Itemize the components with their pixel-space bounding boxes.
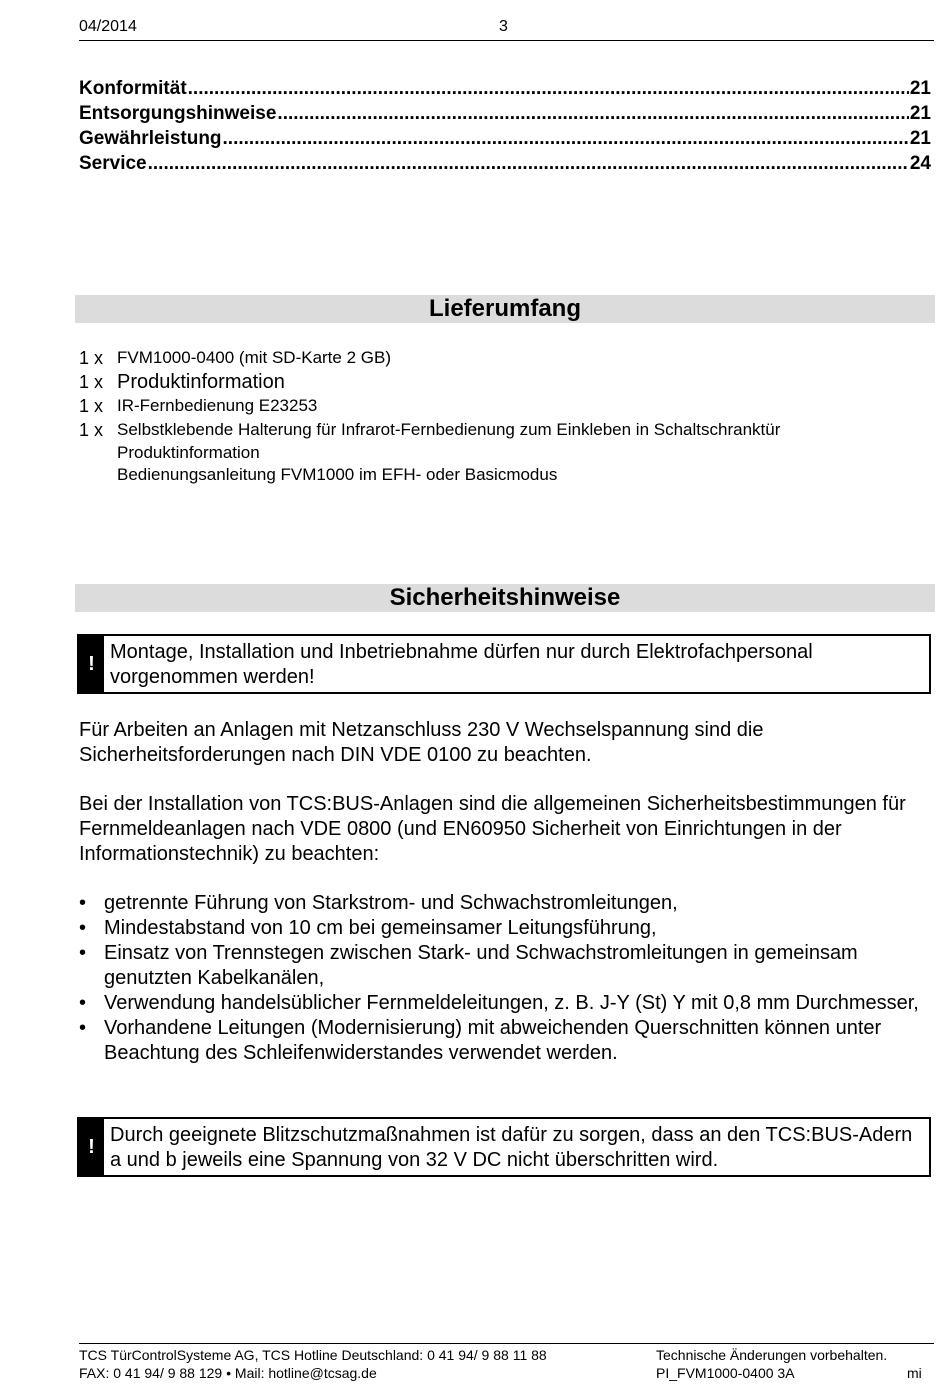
toc-page: 21 <box>909 78 931 99</box>
bullet-text: getrennte Führung von Starkstrom- und Schwachstromleitungen, <box>104 892 678 914</box>
item-description: FVM1000-0400 (mit SD-Karte 2 GB) <box>117 348 391 367</box>
section-heading-sicherheitshinweise <box>75 584 935 612</box>
warning-icon: ! <box>79 1119 104 1175</box>
item-description: Produktinformation <box>117 371 285 393</box>
bullet-icon: • <box>79 942 87 964</box>
list-item <box>79 370 934 394</box>
item-quantity: 1 x <box>79 348 104 368</box>
item-description: IR-Fernbedienung E23253 <box>117 396 318 415</box>
toc-label: Service <box>79 153 147 174</box>
toc-page: 21 <box>909 128 931 149</box>
bullet-icon: • <box>79 917 87 939</box>
scope-of-delivery-list <box>79 346 934 486</box>
bullet-text: Verwendung handelsüblicher Fernmeldeleitungen, z. B. J-Y (St) Y mit 0,8 mm Durchmesser, <box>104 992 919 1014</box>
list-item <box>79 346 934 370</box>
bullet-icon: • <box>79 1017 87 1039</box>
toc-page: 21 <box>909 103 931 124</box>
list-item <box>79 991 934 1016</box>
paragraph-vde0800: Bei der Installation von TCS:BUS-Anlagen sind die allgemeinen Sicherheitsbestimmungen für Fernmeldeanlagen nach VDE 0800 (und EN60950 Sicherheit von Einrichtungen in der Informationstechnik) zu beachten: <box>79 793 906 865</box>
item-quantity: 1 x <box>79 396 104 416</box>
list-item <box>79 1016 934 1066</box>
list-item <box>79 891 934 916</box>
section-heading-lieferumfang <box>75 295 935 323</box>
list-item <box>79 394 934 418</box>
toc-page: 24 <box>909 153 931 174</box>
table-of-contents <box>79 78 931 178</box>
toc-leader-dots <box>223 128 909 150</box>
bullet-text: Einsatz von Trennstegen zwischen Stark- und Schwachstromleitungen in gemeinsam genutzten Kabelkanälen, <box>104 942 858 989</box>
footer-contact <box>79 1346 639 1382</box>
footer-fax-mail: FAX: 0 41 94/ 9 88 129 • Mail: hotline@tcsag.de <box>79 1365 377 1381</box>
toc-leader-dots <box>188 78 909 100</box>
toc-leader-dots <box>148 153 909 175</box>
footer-doc-id: PI_FVM1000-0400 3A <box>656 1365 795 1381</box>
toc-label: Entsorgungshinweise <box>79 103 277 124</box>
paragraph-vde0100: Für Arbeiten an Anlagen mit Netzanschluss 230 V Wechselspannung sind die Sicherheitsforderungen nach DIN VDE 0100 zu beachten. <box>79 719 764 766</box>
toc-label: Gewährleistung <box>79 128 222 149</box>
footer-initials: mi <box>907 1365 922 1381</box>
bullet-icon: • <box>79 992 87 1014</box>
warning-text: Durch geeignete Blitzschutzmaßnahmen ist dafür zu sorgen, dass an den TCS:BUS-Adern a und b jeweils eine Spannung von 32 V DC nicht überschritten wird. <box>110 1124 913 1171</box>
header-page-number: 3 <box>499 18 508 35</box>
toc-entry-entsorgungshinweise[interactable] <box>79 103 931 128</box>
item-sub-line: Produktinformation <box>117 443 260 462</box>
list-item <box>79 916 934 941</box>
item-description: Selbstklebende Halterung für Infrarot-Fernbedienung zum Einkleben in Schaltschranktür <box>117 420 781 439</box>
safety-bullet-list <box>79 891 934 1066</box>
item-quantity: 1 x <box>79 420 104 440</box>
warning-icon: ! <box>79 636 104 692</box>
section-title: Lieferumfang <box>428 295 581 322</box>
toc-entry-gewaehrleistung[interactable] <box>79 128 931 153</box>
footer-disclaimer: Technische Änderungen vorbehalten. <box>656 1347 888 1363</box>
toc-label: Konformität <box>79 78 187 99</box>
footer-hotline: TCS TürControlSysteme AG, TCS Hotline Deutschland: 0 41 94/ 9 88 11 88 <box>79 1347 547 1363</box>
toc-leader-dots <box>277 103 908 125</box>
page-footer <box>79 1343 934 1381</box>
warning-box-installation <box>77 634 931 694</box>
header-date: 04/2014 <box>79 18 137 35</box>
warning-text: Montage, Installation und Inbetriebnahme dürfen nur durch Elektrofachpersonal vorgenommen werden! <box>110 641 813 688</box>
bullet-icon: • <box>79 892 87 914</box>
section-title: Sicherheitshinweise <box>389 584 621 611</box>
bullet-text: Mindestabstand von 10 cm bei gemeinsamer Leitungsführung, <box>104 917 657 939</box>
bullet-text: Vorhandene Leitungen (Modernisierung) mit abweichenden Querschnitten können unter Beachtung des Schleifenwiderstandes verwendet werden. <box>104 1017 882 1064</box>
list-item <box>79 418 934 442</box>
footer-document-info <box>656 1346 916 1382</box>
toc-entry-service[interactable] <box>79 153 931 178</box>
toc-entry-konformitaet[interactable] <box>79 78 931 103</box>
item-quantity: 1 x <box>79 372 104 392</box>
list-item <box>79 941 934 991</box>
page-header <box>79 18 934 41</box>
item-sub-line: Bedienungsanleitung FVM1000 im EFH- oder Basicmodus <box>117 465 558 484</box>
warning-box-lightning <box>77 1117 931 1177</box>
